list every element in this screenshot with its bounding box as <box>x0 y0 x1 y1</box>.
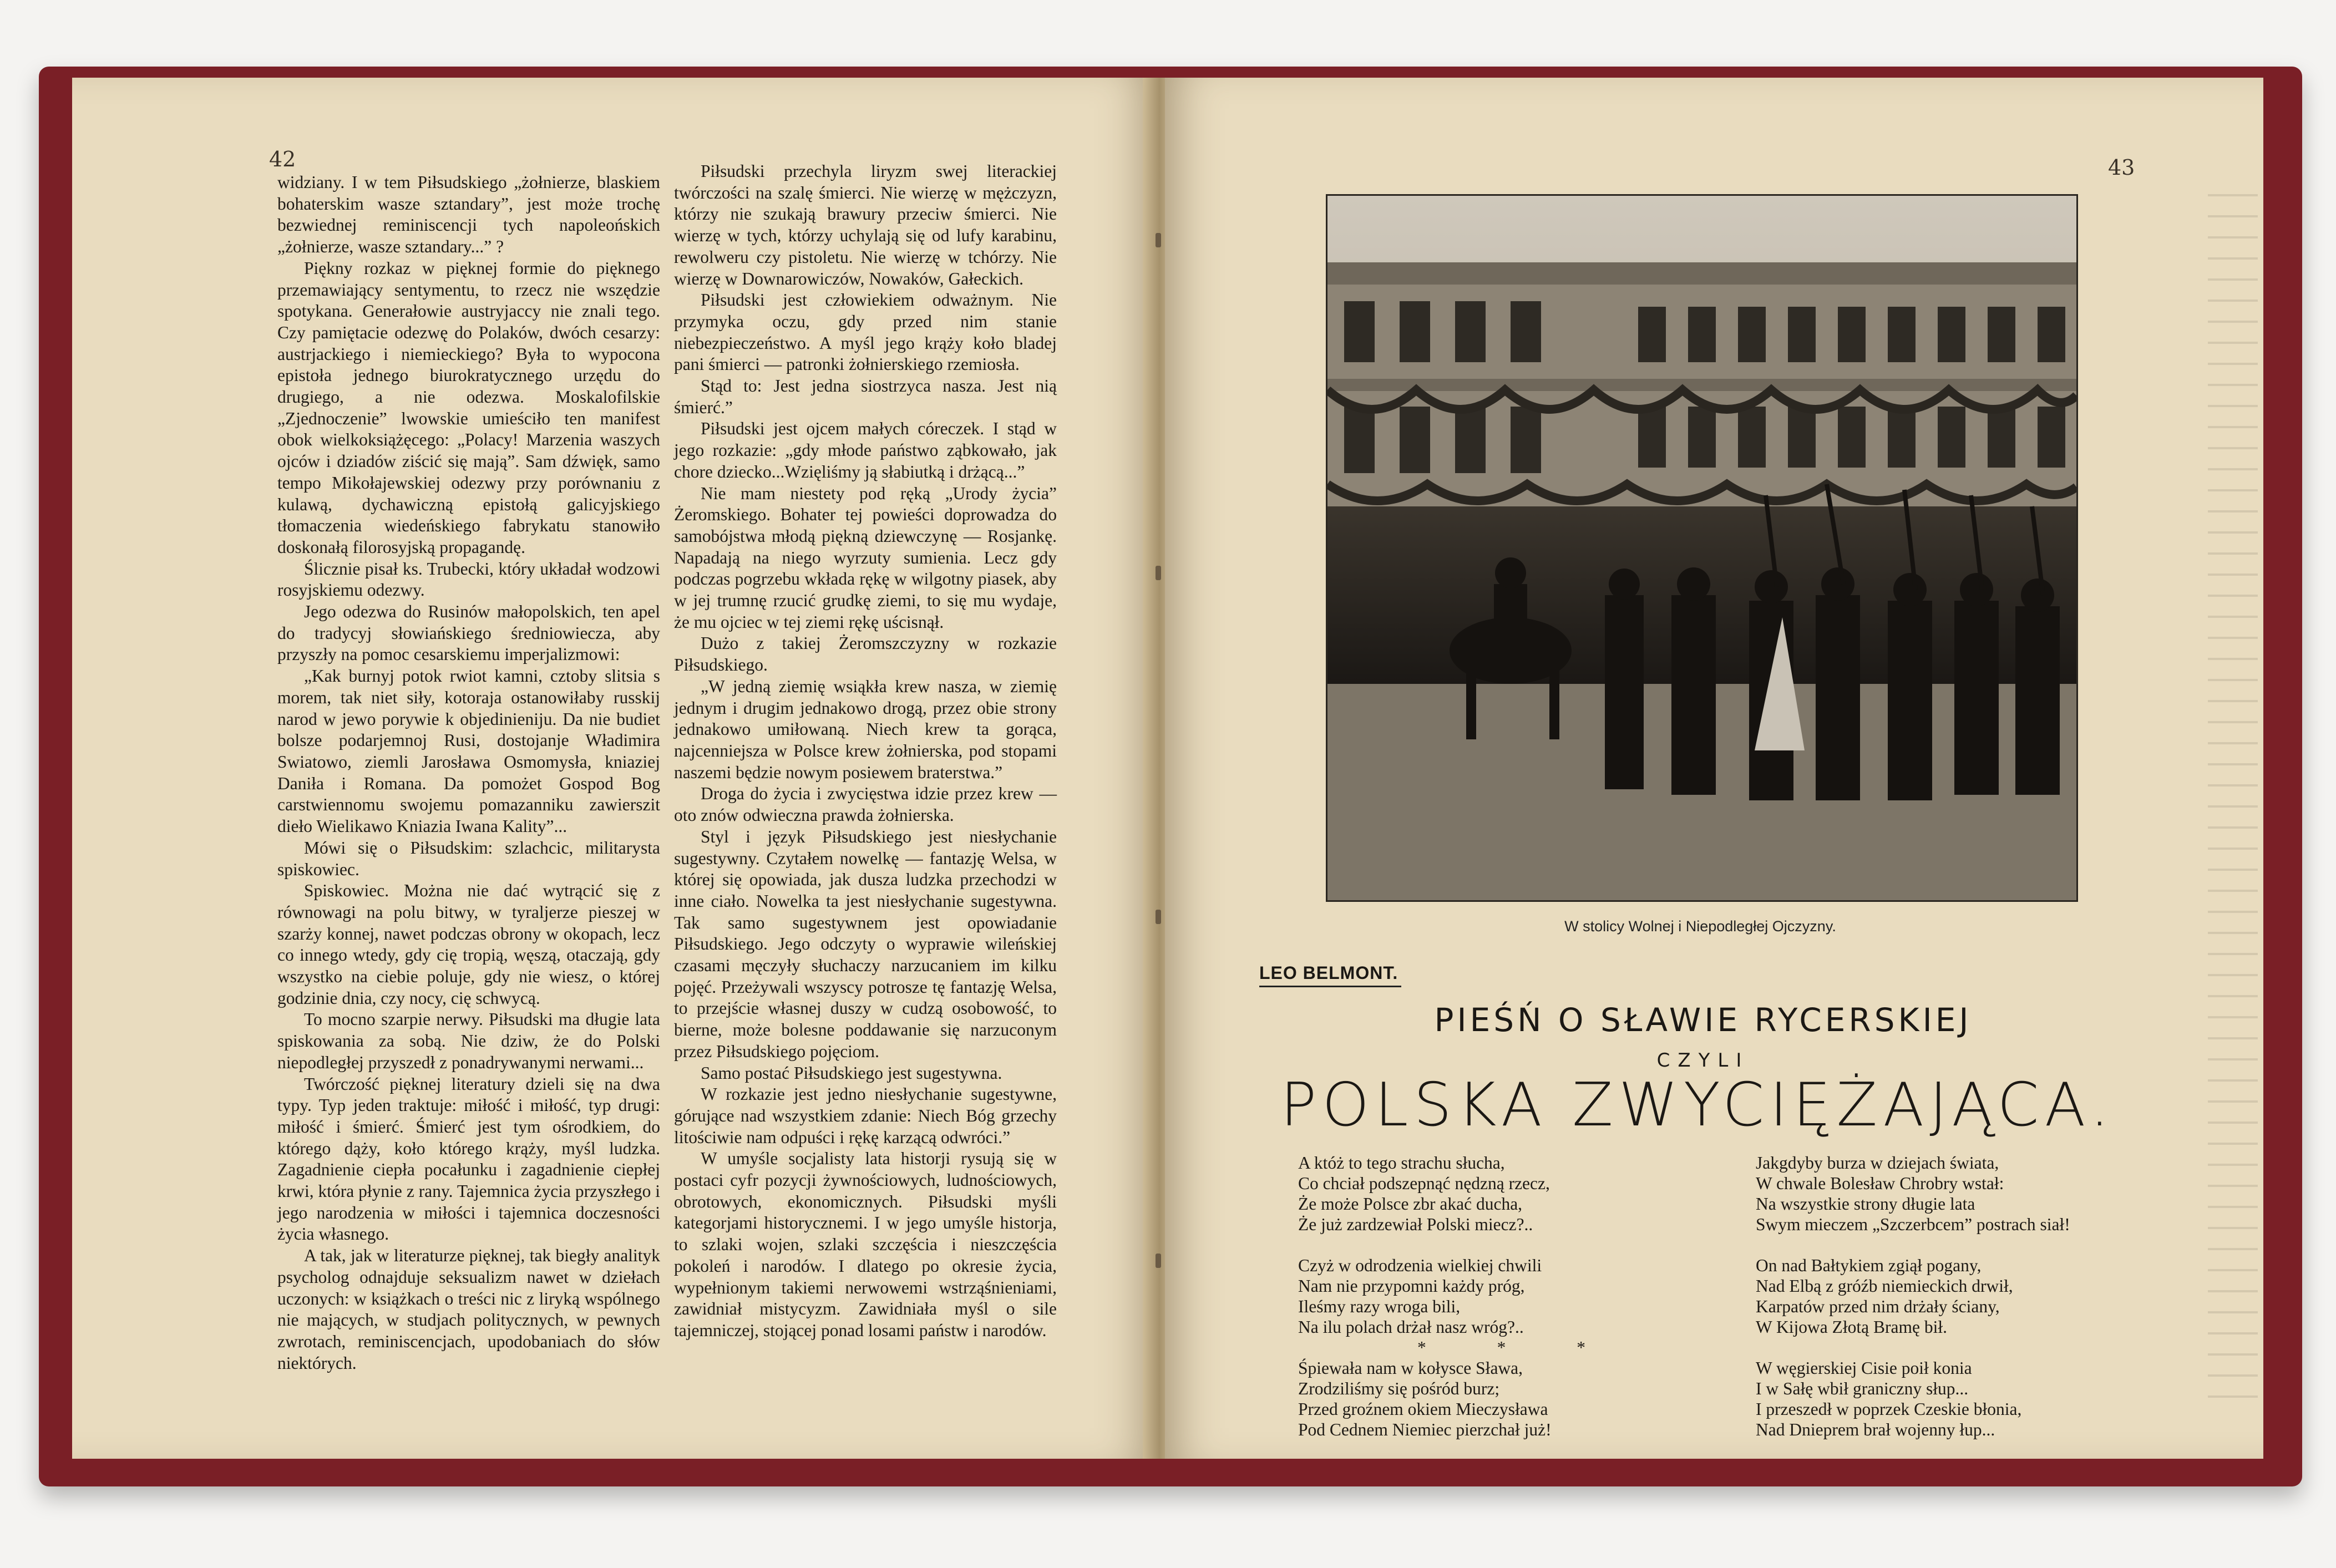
show-through-text <box>2208 177 2258 1398</box>
poem-line: W Kijowa Złotą Bramę bił. <box>1756 1317 1947 1337</box>
poem-right-column <box>1756 1153 2155 1460</box>
photo-caption: W stolicy Wolnej i Niepodległej Ojczyzny. <box>1564 918 1836 935</box>
poem-stanza <box>1298 1255 1686 1337</box>
paragraph: To mocno szarpie nerwy. Piłsudski ma długie lata spiskowania za sobą. Nie dziw, że do Polski niepodległej przyszedł z ponadrywanymi nerwami... <box>277 1009 660 1072</box>
paragraph: Piękny rozkaz w pięknej formie do pięknego przemawiający sentymentu, to rzecz nie wszędzie spotykana. Generałowie austryjaccy nie znali tego. Czy pamiętacie odezwę do Polaków, dwóch cesarzy: austrjackiego i niemieckiego? Była to wypocona epistoła jednego biurokratycznego urzędu do drugiego, a nie odezwa. Moskalofilskie „Zjednoczenie” lwowskie umieściło ten manifest obok wielkoksiążęcego: „Polacy! Marzenia waszych ojców i dziadów ziścić się mają”. Sam dźwięk, samo tempo Mikołajewskiej odezwy przy porównaniu z kulawą, dychawiczną epistołą galicyjskiego tłomaczenia wiedeńskiego fabrykatu stanowiło doskonałą filorosyjską propagandę. <box>277 258 660 557</box>
paragraph: Droga do życia i zwycięstwa idzie przez krew — oto znów odwieczna prawda żołnierska. <box>674 784 1057 825</box>
binding-stitch <box>1156 566 1161 580</box>
poem-line: W chwale Bolesław Chrobry wstał: <box>1756 1174 2004 1193</box>
paragraph: „W jedną ziemię wsiąkła krew nasza, w ziemię jednym i drugim jednakowo drogą, przez obie strony jednakowo umiłowaną. Niech krew ta gorąca, najcenniejsza w Polsce krew żołnierska, pod stopami naszemi będzie nowym posiewem braterstwa.” <box>674 676 1057 782</box>
paragraph: widziany. I w tem Piłsudskiego „żołnierze, blaskiem bohaterskim wasze sztandary”, jest może trochę bezwiednej reminiscencji tych napoleońskich „żołnierze, wasze sztandary...” ? <box>277 172 660 257</box>
poem-title-czyli: CZYLI <box>1656 1049 1750 1072</box>
author-name: LEO BELMONT. <box>1259 963 1401 987</box>
poem-line: Nam nie przypomni każdy próg, <box>1298 1276 1525 1296</box>
poem-line: On nad Bałtykiem zgiął pogany, <box>1756 1256 1982 1275</box>
paragraph: Piłsudski przechyla liryzm swej literackiej twórczości na szalę śmierci. Nie wierzę w mężczyzn, którzy nie szukają brawury przeciw śmierci. Nie wierzę w tych, którzy uchylają się od lufy karabinu, rewolweru czy pistoletu. Nie wierzę w tchórzy. Nie wierzę w Downarowiczów, Nowaków, Gałeckich. <box>674 161 1057 288</box>
poem-line: A któż to tego strachu słucha, <box>1298 1153 1505 1173</box>
poem-stanza <box>1756 1153 2155 1235</box>
poem-line: Na wszystkie strony długie lata <box>1756 1194 1975 1214</box>
paragraph: Spiskowiec. Można nie dać wytrącić się z równowagi na polu bitwy, w tyraljerze pieszej w szarży konnej, nawet podczas obrony w okopach, lecz co innego wtedy, gdy cię tropią, węszą, otaczają, gdy wszystko na ciebie poluje, gdy nie wiesz, o której godzinie dnia, czy nocy, cię schwycą. <box>277 881 660 1008</box>
poem-stanza <box>1756 1358 2155 1440</box>
poem-line: Nad Dnieprem brał wojenny łup... <box>1756 1420 1995 1439</box>
paragraph: Ślicznie pisał ks. Trubecki, który układał wodzowi rosyjskiemu odezwy. <box>277 559 660 600</box>
poem-line: Pod Cednem Niemiec pierzchał już! <box>1298 1420 1552 1439</box>
poem-line: Że może Polsce zbr akać ducha, <box>1298 1194 1523 1214</box>
poem-line: W węgierskiej Cisie poił konia <box>1756 1358 1972 1378</box>
paragraph: Jego odezwa do Rusinów małopolskich, ten apel do tradycyj słowiańskiego średniowiecza, aby przyszły na pomoc cesarskiemu imperjalizmowi: <box>277 602 660 664</box>
poem-title-line1: PIEŚŃ O SŁAWIE RYCERSKIEJ <box>1434 1001 1972 1039</box>
poem-line: Co chciał podszepnąć nędzną rzecz, <box>1298 1174 1550 1193</box>
poem-stanza <box>1298 1358 1686 1440</box>
paragraph: W umyśle socjalisty lata historji rysują się w postaci cyfr pozycji żywnościowych, ludnościowych, obrotowych, ekonomicznych. Piłsudski myśli kategorjami historycznemi. I w jego umyśle historja, to szlaki wojen, szlaki szczęścia i nieszczęścia pokoleń i narodów. I dlatego po okresie życia, wypełnionym takiemi nerwowemi wstrząśnieniami, zawidniał mistycyzm. Zawidniała myśl o sile tajemniczej, stojącej ponad losami państw i narodów. <box>674 1149 1057 1340</box>
poem-left-column <box>1298 1153 1686 1460</box>
poem-line: Zrodziliśmy się pośród burz; <box>1298 1379 1500 1398</box>
stanza-separator: * * * <box>1417 1338 1619 1357</box>
left-page <box>72 78 1154 1459</box>
poem-title-main: POLSKA ZWYCIĘŻAJĄCA. <box>1280 1070 2115 1140</box>
poem-line: Śpiewała nam w kołysce Sława, <box>1298 1358 1523 1378</box>
poem-line: Nad Elbą z gróźb niemieckich drwił, <box>1756 1276 2013 1296</box>
poem-line: I przeszedł w poprzek Czeskie błonia, <box>1756 1399 2022 1419</box>
paragraph: „Kak burnyj potok rwiot kamni, cztoby slitsia s morem, tak niet siły, kotoraja ostanowiłaby russkij narod w jewo porywie k objedinieniju. Da nie budiet bolsze podarjemnoj Rusi, dostojanje Władimira Swiatowo, ziemli Jarosława Osmomysła, kniaziej Daniła i Romana. Da pomożet Gospod Bog carstwiennomu swojemu pomazanniku zawierszit dieło Wielikawo Kniazia Iwana Kality”... <box>277 666 660 836</box>
paragraph: Stąd to: Jest jedna siostrzyca nasza. Jest nią śmierć.” <box>674 376 1057 417</box>
left-column-2 <box>674 161 1057 1342</box>
paragraph: A tak, jak w literaturze pięknej, tak biegły analityk psycholog odnajduje seksualizm nawet w dziełach uczonych: w książkach o treści nic z liryką wspólnego nie mających, w studjach politycznych, w pewnych zwrotach, reminiscencjach, upodobaniach do słów niektórych. <box>277 1246 660 1373</box>
paragraph: Piłsudski jest ojcem małych córeczek. I stąd w jego rozkazie: „gdy młode państwo ząbkowało, jak chore dziecko...Wzięliśmy ją słabiutką i drżącą...” <box>674 419 1057 481</box>
poem-line: I w Sałę wbił graniczny słup... <box>1756 1379 1969 1398</box>
paragraph: Piłsudski jest człowiekiem odważnym. Nie przymyka oczu, gdy przed nim stanie niebezpieczeństwo. A myśl jego krąży koło bladej pani śmierci — patronki żołnierskiego rzemiosła. <box>674 290 1057 374</box>
poem-stanza <box>1756 1255 2155 1337</box>
poem-line: Ileśmy razy wroga bili, <box>1298 1297 1461 1316</box>
poem-line: Na ilu polach drżał nasz wróg?.. <box>1298 1317 1524 1337</box>
poem-line: Czyż w odrodzenia wielkiej chwili <box>1298 1256 1542 1275</box>
paragraph: Nie mam niestety pod ręką „Urody życia” Żeromskiego. Bohater tej powieści doprowadza do samobójstwa młodą piękną dziewczynę — Rosjankę. Napadają na niego wyrzuty sumienia. Lecz gdy podczas pogrzebu wkłada rękę w wilgotny piasek, aby w jej trumnę rzucić grudkę ziemi, to się mu wydaje, że mu ojciec w tej ziemi rękę uścisnął. <box>674 483 1057 632</box>
page-number-right: 43 <box>2108 155 2135 180</box>
poem-line: Karpatów przed nim drżały ściany, <box>1756 1297 2000 1316</box>
poem-line: Jakgdyby burza w dziejach świata, <box>1756 1153 1999 1173</box>
paragraph: Dużo z takiej Żeromszczyzny w rozkazie Piłsudskiego. <box>674 633 1057 675</box>
paragraph: Samo postać Piłsudskiego jest sugestywna. <box>701 1063 1002 1083</box>
binding-stitch <box>1156 233 1161 247</box>
poem-stanza <box>1298 1153 1686 1235</box>
paragraph: Styl i język Piłsudskiego jest niesłychanie sugestywny. Czytałem nowelkę — fantazję Welsa, w której się opowiada, jak dusza ludzka przechodzi w inne ciało. Nowelka ta jest niesłychanie sugestywna. Tak samo sugestywnem jest opowiadanie Piłsudskiego. Jego odczyty o wyprawie wileńskiej czasami męczyły słuchaczy narzucaniem im kilku pojęć. Przeżywali wszyscy potrosze tę fantazję Welsa, to przejście własnej duszy w cudzą osobowość, to bierne, może bolesne poddawanie się narzuconym przez Piłsudskiego pojęciom. <box>674 826 1057 1061</box>
right-page <box>1165 78 2263 1459</box>
poem-line: Przed groźnem okiem Mieczysława <box>1298 1399 1548 1419</box>
poem-line: Swym mieczem „Szczerbcem” postrach siał! <box>1756 1215 2070 1234</box>
page-number-left: 42 <box>269 147 296 171</box>
binding-stitch <box>1156 1254 1161 1268</box>
parade-photo-image <box>1327 196 2076 900</box>
left-column-1 <box>277 172 660 1374</box>
parade-photograph <box>1326 194 2078 902</box>
paragraph: Mówi się o Piłsudskim: szlachcic, militarysta spiskowiec. <box>277 838 660 879</box>
poem-line: Że już zardzewiał Polski miecz?.. <box>1298 1215 1533 1234</box>
paragraph: Twórczość pięknej literatury dzieli się na dwa typy. Typ jeden traktuje: miłość i miłość, typ drugi: miłość i śmierć. Śmierć jest tym ośrodkiem, do którego dąży, koło którego krąży, myśl ludzka. Zagadnienie ciepła pocałunku i zagadnienie ciepłej krwi, która płynie z rany. Tajemnica życia przyszłego i jego narodzenia w miłości i tajemnica doczesności życia własnego. <box>277 1074 660 1244</box>
binding-stitch <box>1156 910 1161 924</box>
paragraph: W rozkazie jest jedno niesłychanie sugestywne, górujące nad wszystkiem zdanie: Niech Bóg grzechy litościwie nam odpuści i rękę karzącą odwróci.” <box>674 1084 1057 1147</box>
